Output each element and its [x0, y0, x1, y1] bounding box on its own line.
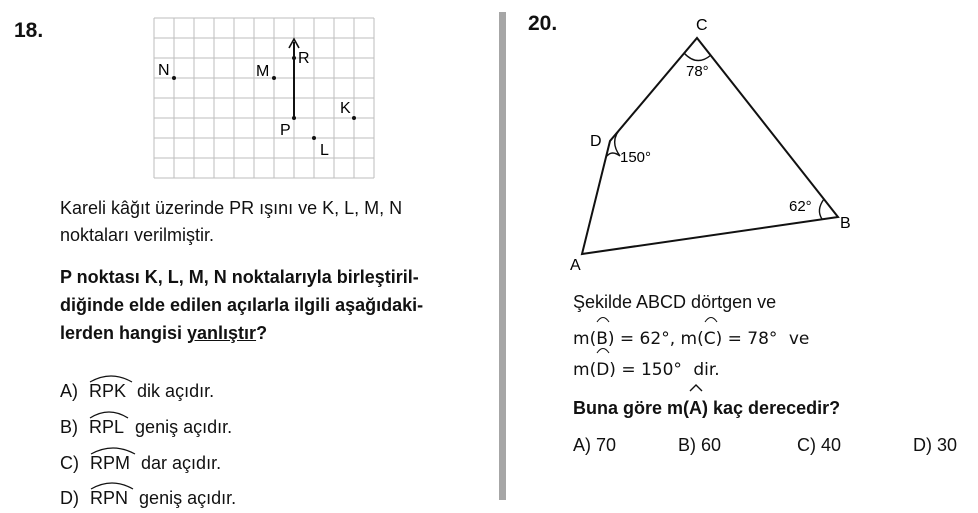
- angle-b-label: 62°: [789, 198, 812, 215]
- grid-figure: [150, 12, 385, 180]
- quadrilateral-abcd: [582, 38, 838, 254]
- vertex-d: D: [590, 133, 602, 150]
- q18-option-c[interactable]: C) RPM dar açıdır.: [60, 449, 221, 474]
- arc-b: [819, 199, 824, 219]
- vertex-b: B: [840, 215, 851, 232]
- q20-option-d[interactable]: D) 30: [913, 435, 958, 455]
- q20-option-b[interactable]: B) 60: [678, 435, 722, 455]
- q20-question: Buna göre m( A) kaç derecedir?: [573, 393, 840, 423]
- q18-text-line2: noktaları verilmiştir.: [60, 225, 215, 245]
- q20-option-c[interactable]: C) 40: [797, 435, 842, 455]
- question-number-18: 18.: [14, 19, 44, 42]
- label-k: K: [340, 100, 351, 117]
- q18-option-b[interactable]: B) RPL geniş açıdır.: [60, 413, 232, 438]
- q18-text-line1: Kareli kâğıt üzerinde PR ışını ve K, L, M, N: [60, 198, 403, 218]
- q18-option-a[interactable]: A) RPK dik açıdır.: [60, 377, 214, 402]
- q18-question-line3: lerden hangisi yanlıştır?: [60, 323, 268, 343]
- column-divider: [499, 12, 506, 500]
- label-l: L: [320, 142, 329, 159]
- q20-equation-bc: m( B) = 62°, m( C) = 78° ve: [573, 324, 809, 354]
- label-n: N: [158, 62, 170, 79]
- q20-equation-d: m( D) = 150° dir.: [573, 355, 720, 385]
- question-number-20: 20.: [528, 12, 558, 35]
- quadrilateral-figure: [560, 10, 860, 275]
- q18-question-line1: P noktası K, L, M, N noktalarıyla birleştiril-: [60, 267, 419, 287]
- arc-c: [684, 53, 711, 61]
- q20-option-a[interactable]: A) 70: [573, 435, 617, 455]
- q20-text-line1: Şekilde ABCD dörtgen ve: [573, 292, 777, 312]
- label-m: M: [256, 63, 270, 80]
- angle-c-label: 78°: [686, 63, 709, 80]
- vertex-c: C: [696, 17, 708, 34]
- label-r: R: [298, 50, 310, 67]
- q18-option-d[interactable]: D) RPN geniş açıdır.: [60, 484, 236, 509]
- label-p: P: [280, 122, 291, 139]
- vertex-a: A: [570, 257, 581, 274]
- angle-d-label: 150°: [620, 149, 652, 166]
- q18-question-line2: diğinde elde edilen açılarla ilgili aşağıdaki-: [60, 295, 424, 315]
